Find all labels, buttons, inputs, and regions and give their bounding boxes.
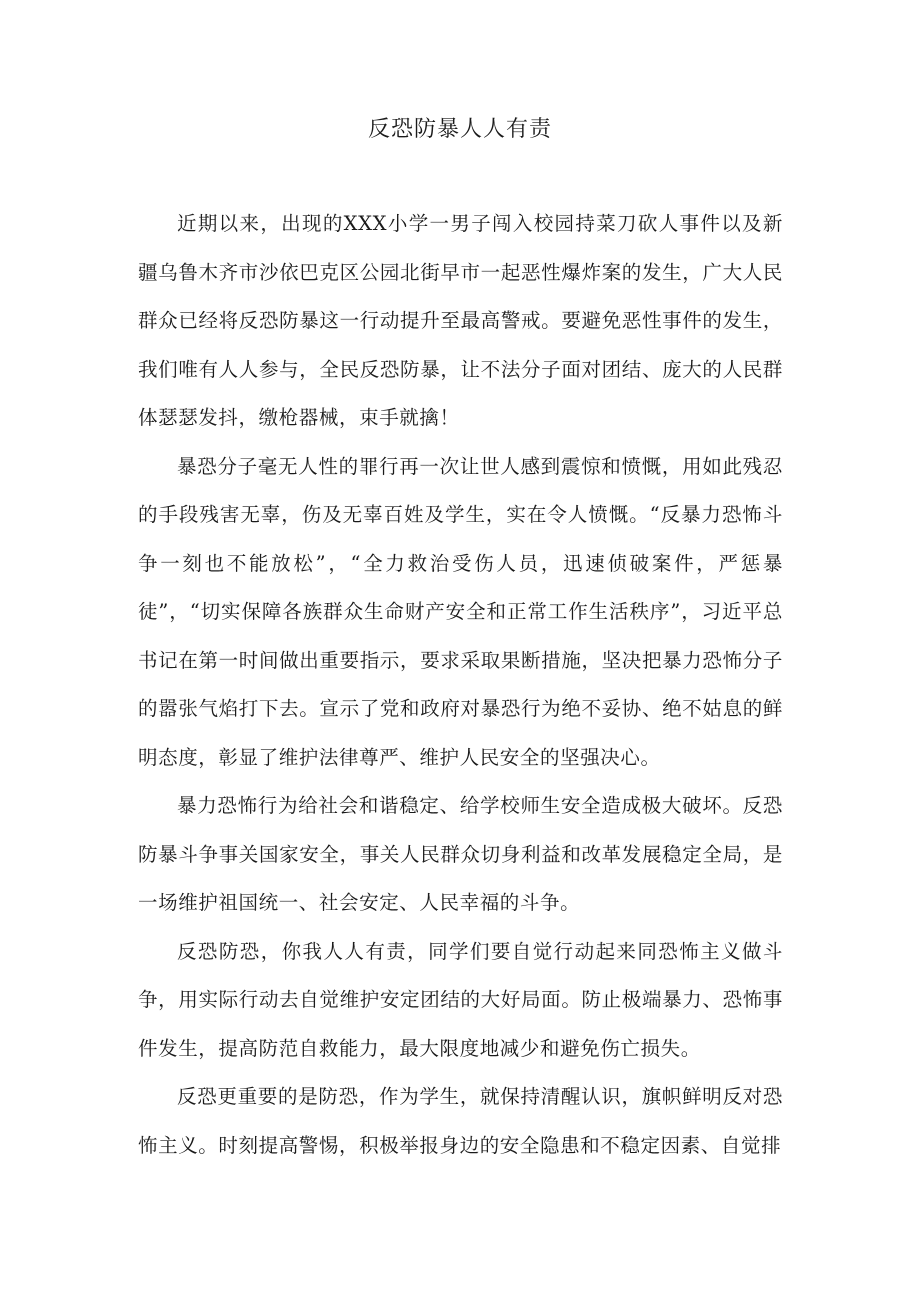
paragraph-3: 暴力恐怖行为给社会和谐稳定、给学校师生安全造成极大破坏。反恐防暴斗争事关国家安全，事关人民群众切身利益和改革发展稳定全局，是一场维护祖国统一、社会安定、人民幸福的斗争。 <box>138 794 783 914</box>
document-body <box>138 200 783 1170</box>
document-title: 反恐防暴人人有责 <box>367 117 552 142</box>
paragraph-2: 暴恐分子毫无人性的罪行再一次让世人感到震惊和愤慨，用如此残忍的手段残害无辜，伤及无辜百姓及学生，实在令人愤慨。“反暴力恐怖斗争一刻也不能放松”，“全力救治受伤人员，迅速侦破案件，严惩暴徒”，“切实保障各族群众生命财产安全和正常工作生活秩序”，习近平总书记在第一时间做出重要指示，要求采取果断措施，坚决把暴力恐怖分子的嚣张气焰打下去。宣示了党和政府对暴恐行为绝不妥协、绝不姑息的鲜明态度，彰显了维护法律尊严、维护人民安全的坚强决心。 <box>138 454 783 769</box>
paragraph-4: 反恐防恐，你我人人有责，同学们要自觉行动起来同恐怖主义做斗争，用实际行动去自觉维护安定团结的大好局面。防止极端暴力、恐怖事件发生，提高防范自救能力，最大限度地减少和避免伤亡损失。 <box>138 939 783 1060</box>
paragraph-5: 反恐更重要的是防恐，作为学生，就保持清醒认识，旗帜鲜明反对恐怖主义。时刻提高警惕，积极举报身边的安全隐患和不稳定因素、自觉排 <box>138 1085 783 1157</box>
paragraph-1: 近期以来，出现的XXX小学一男子闯入校园持菜刀砍人事件以及新疆乌鲁木齐市沙依巴克区公园北街早市一起恶性爆炸案的发生，广大人民群众已经将反恐防暴这一行动提升至最高警戒。要避免恶性事件的发生，我们唯有人人参与，全民反恐防暴，让不法分子面对团结、庞大的人民群体瑟瑟发抖，缴枪器械，束手就擒！ <box>138 212 783 429</box>
